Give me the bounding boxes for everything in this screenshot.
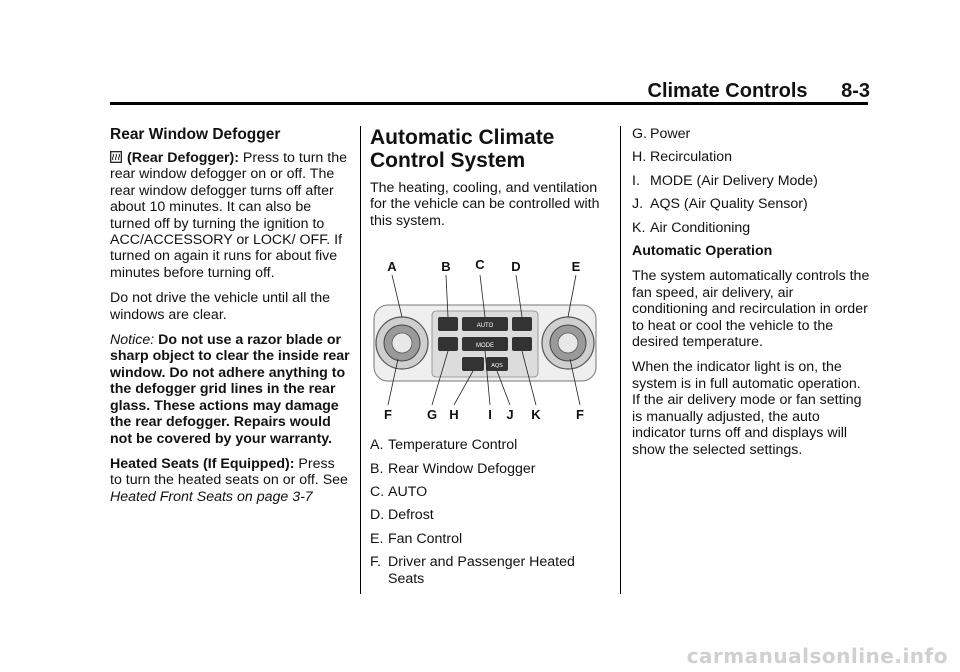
climate-control-panel-illustration — [370, 259, 600, 429]
figure-label-a: A — [387, 259, 397, 275]
column-divider — [360, 126, 361, 594]
list-item: E. Fan Control — [370, 530, 463, 547]
panel-aqs-label: AQS — [491, 363, 503, 370]
list-item: H. Recirculation — [632, 149, 733, 166]
notice-text: Do not use a razor blade or sharp object to clear the inside rear window. Do not adhere anything to the defogger grid lines in the rear glass. These actions may damage the rear defogger. Repairs would not be covered by your warranty. — [110, 332, 350, 447]
figure-label-f-right: F — [576, 407, 584, 423]
figure-label-g: G — [426, 407, 438, 423]
column-1 — [110, 126, 350, 514]
list-item: G. Power — [632, 126, 691, 142]
paragraph-drive: Do not drive the vehicle until all the windows are clear. — [110, 290, 331, 323]
legend-list-g-k — [632, 126, 872, 236]
heading-automatic-operation: Automatic Operation — [632, 243, 773, 260]
climate-control-figure — [370, 259, 600, 429]
heated-seats-paragraph — [110, 456, 350, 505]
list-item: C. AUTO — [370, 484, 428, 501]
notice-paragraph — [110, 332, 350, 447]
legend-list-a-f — [370, 437, 610, 587]
list-item: I. MODE (Air Delivery Mode) — [632, 172, 818, 189]
list-item: J. AQS (Air Quality Sensor) — [632, 196, 808, 213]
rear-defogger-icon — [110, 151, 122, 163]
figure-label-e: E — [571, 259, 581, 275]
list-item: K. Air Conditioning — [632, 219, 751, 236]
defogger-label: (Rear Defogger): — [127, 150, 239, 166]
column-2 — [370, 126, 610, 594]
heated-seats-text: Press to turn the heated seats on or off. See — [110, 455, 348, 489]
section-title: Climate Controls — [647, 80, 808, 102]
panel-mode-label: MODE — [476, 343, 494, 350]
heading-rear-window-defogger: Rear Window Defogger — [110, 126, 281, 143]
list-item: D. Defrost — [370, 507, 434, 524]
column-3 — [632, 126, 872, 467]
figure-label-j: J — [506, 407, 514, 423]
page-number: 8-3 — [841, 80, 870, 102]
watermark: carmanualsonline.info — [686, 644, 948, 668]
header-rule — [110, 102, 868, 105]
defogger-text: Press to turn the rear window defogger on or off. The rear window defogger turns off after about 10 minutes. It can also be turned off by turning the ignition to ACC/ACCESSORY or LOCK/ OFF. If turned on again it runs for about five minutes before turning off. — [110, 150, 347, 281]
notice-label: Notice: — [110, 332, 155, 349]
page-header — [648, 80, 871, 103]
figure-label-b: B — [441, 259, 451, 275]
list-item: A. Temperature Control — [370, 437, 518, 454]
intro-paragraph: The heating, cooling, and ventilation for the vehicle can be controlled with this system. — [370, 180, 600, 229]
figure-label-c: C — [475, 259, 485, 273]
paragraph-automatic-1: The system automatically controls the fan speed, air delivery, air conditioning and recirculation in order to heat or cool the vehicle to the desired temperature. — [632, 268, 870, 351]
figure-label-i: I — [488, 407, 492, 423]
figure-label-d: D — [511, 259, 521, 275]
figure-label-f-left: F — [384, 407, 392, 423]
defogger-paragraph — [110, 150, 350, 281]
figure-label-h: H — [449, 407, 459, 423]
list-item: F. Driver and Passenger Heated Seats — [370, 554, 575, 587]
figure-label-k: K — [531, 407, 541, 423]
list-item: B. Rear Window Defogger — [370, 460, 536, 477]
heated-seats-label: Heated Seats (If Equipped): — [110, 455, 295, 472]
paragraph-automatic-2: When the indicator light is on, the system is in full automatic operation. If the air delivery mode or fan setting is manually adjusted, the auto indicator turns off and displays will show the selected settings. — [632, 359, 862, 458]
heading-automatic-climate: Automatic Climate Control System — [370, 126, 555, 172]
panel-auto-label: AUTO — [476, 323, 494, 330]
column-divider — [620, 126, 621, 594]
heated-seats-reference: Heated Front Seats on page 3-7 — [110, 488, 313, 505]
